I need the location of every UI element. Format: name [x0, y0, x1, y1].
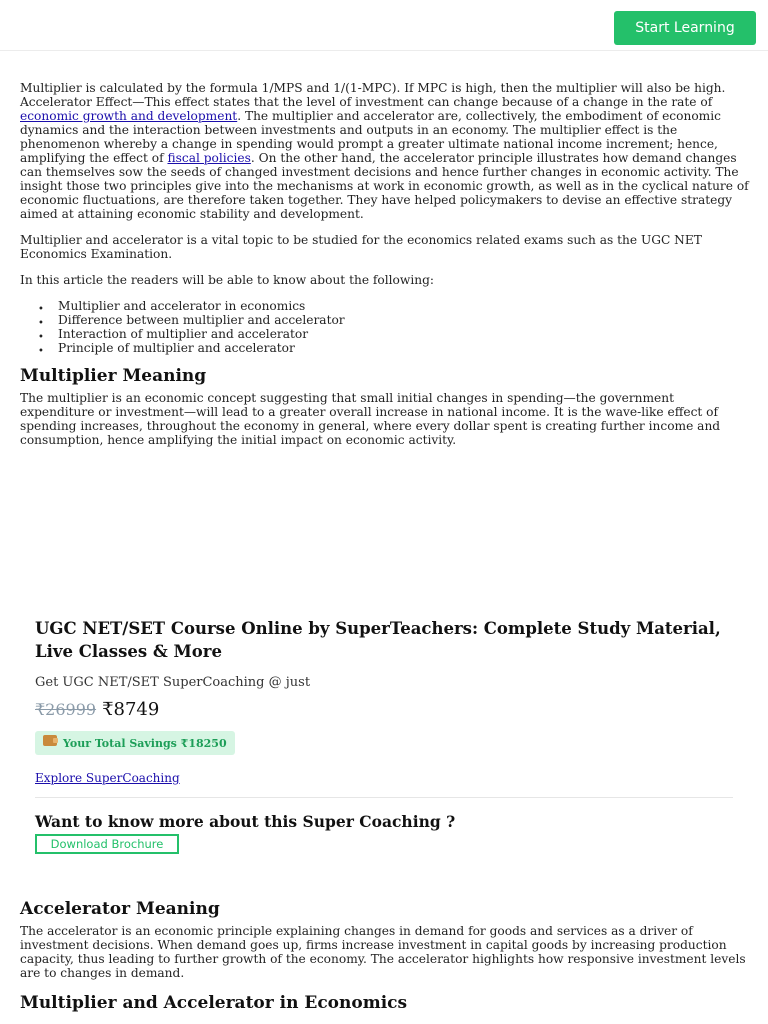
fiscal-policies-link[interactable]: fiscal policies	[167, 151, 251, 165]
supercoaching-promo-card	[35, 617, 733, 854]
list-item: • Principle of multiplier and accelerator	[58, 341, 750, 355]
original-price: ₹26999	[35, 700, 97, 719]
intro-text-a: Multiplier is calculated by the formula 1/MPS and 1/(1-MPC). If MPC is high, then the multiplier will also be high. Accelerator Effect—This effect states that the level of investment can change because of a change in the rate of	[20, 81, 726, 109]
promo-subtitle: Get UGC NET/SET SuperCoaching @ just	[35, 675, 311, 690]
article-body	[20, 81, 750, 459]
intro-text-b: . The multiplier and accelerator are, collectively, the embodiment of economic dynamics and the interaction between investments and outputs in an economy. The multiplier effect is the phenomenon whereby a change in spending would prompt a greater ultimate national income increment; hence, amplifying the effect of	[20, 109, 721, 165]
savings-text: Your Total Savings ₹18250	[63, 736, 227, 750]
start-learning-button[interactable]: Start Learning	[614, 11, 756, 45]
toc-list	[20, 299, 750, 355]
exam-paragraph: Multiplier and accelerator is a vital topic to be studied for the economics related exams such as the UGC NET Economics Examination.	[20, 233, 702, 261]
intro-paragraph	[20, 81, 750, 221]
intro-text-c: . On the other hand, the accelerator principle illustrates how demand changes can themselves sow the seeds of changed investment decisions and hence further changes in economic activity. The insight those two principles give into the mechanisms at work in economic growth, as well as in the cyclical nature of economic fluctuations, are therefore taken together. They have helped policymakers to devise an effective strategy aimed at attaining economic stability and development.	[20, 151, 749, 221]
savings-badge	[35, 731, 235, 755]
divider	[35, 797, 733, 798]
wallet-icon	[43, 735, 57, 746]
know-more-heading: Want to know more about this Super Coaching ?	[35, 812, 456, 831]
multiplier-accelerator-heading: Multiplier and Accelerator in Economics	[20, 993, 408, 1013]
price-row	[35, 699, 733, 720]
list-item: • Multiplier and accelerator in economics	[58, 299, 750, 313]
accelerator-heading: Accelerator Meaning	[20, 899, 220, 919]
promo-title: UGC NET/SET Course Online by SuperTeachers: Complete Study Material, Live Classes & More	[35, 619, 721, 661]
discounted-price: ₹8749	[102, 699, 160, 720]
toc-intro: In this article the readers will be able to know about the following:	[20, 273, 434, 287]
list-item: • Interaction of multiplier and accelerator	[58, 327, 750, 341]
article-body-lower	[20, 898, 750, 1018]
top-bar	[0, 0, 768, 51]
accelerator-text: The accelerator is an economic principle explaining changes in demand for goods and services as a driver of investment decisions. When demand goes up, firms increase investment in capital goods by increasing production capacity, thus leading to further growth of the economy. The accelerator highlights how responsive investment levels are to changes in demand.	[20, 924, 746, 980]
multiplier-text: The multiplier is an economic concept suggesting that small initial changes in spending—the government expenditure or investment—will lead to a greater overall increase in national income. It is the wave-like effect of spending increases, throughout the economy in general, where every dollar spent is creating further income and consumption, hence amplifying the initial impact on economic activity.	[20, 391, 721, 447]
multiplier-heading: Multiplier Meaning	[20, 366, 207, 386]
download-brochure-button[interactable]: Download Brochure	[35, 834, 179, 854]
economic-growth-link[interactable]: economic growth and development	[20, 109, 238, 123]
list-item: • Difference between multiplier and accelerator	[58, 313, 750, 327]
explore-supercoaching-link[interactable]: Explore SuperCoaching	[35, 771, 180, 785]
